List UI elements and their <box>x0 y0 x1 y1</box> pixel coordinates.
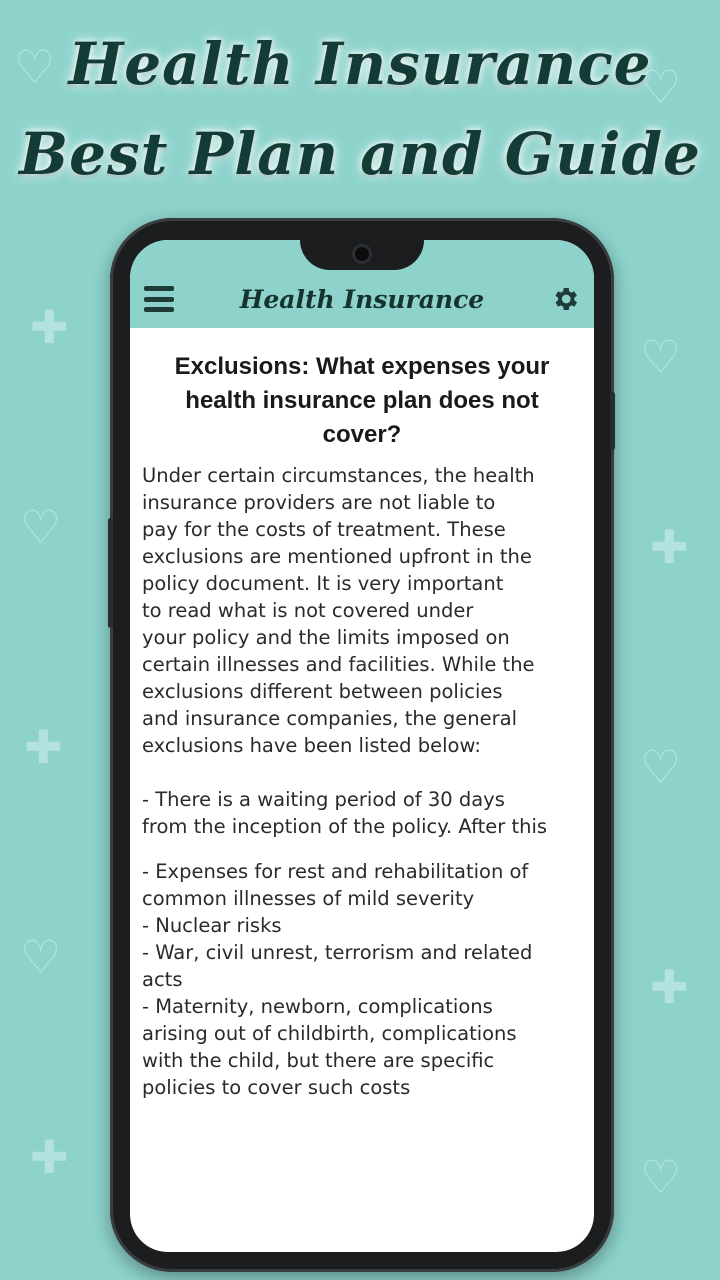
article-title: Exclusions: What expenses your health insurance plan does not cover? <box>174 353 550 448</box>
power-button <box>610 392 615 450</box>
medical-cross-icon: ✚ <box>650 520 689 574</box>
heart-icon: ♡ <box>20 500 62 554</box>
app-bar <box>130 270 594 328</box>
promo-headline-line2: Best Plan and Guide <box>19 120 701 188</box>
heart-icon: ♡ <box>640 330 682 384</box>
heart-icon: ♡ <box>14 40 56 94</box>
exclusion-waiting-period: - There is a waiting period of 30 days from the inception of the policy. After this <box>142 788 548 838</box>
phone-frame <box>110 218 614 1272</box>
promo-headline-line1: Health Insurance <box>68 30 652 98</box>
article-intro: Under certain circumstances, the health insurance providers are not liable to pay for the costs of treatment. These exclusions are mentioned upfront in the policy document. It is very important to read what is not covered under your policy and the limits imposed on certain illnesses and facilities. While the exclusions different between policies and insurance companies, the general exclusions have been listed below: <box>142 464 535 757</box>
heart-icon: ♡ <box>640 60 682 114</box>
app-title: Health Insurance <box>239 284 485 314</box>
medical-cross-icon: ✚ <box>24 720 63 774</box>
exclusion-list: - Expenses for rest and rehabilitation of common illnesses of mild severity - Nuclear risks - War, civil unrest, terrorism and related acts - Maternity, newborn, complications arising out of childbirth, complications with the child, but there are specific policies to cover such costs <box>142 860 533 1099</box>
camera-notch <box>300 240 424 270</box>
heart-icon: ♡ <box>20 930 62 984</box>
heart-icon: ♡ <box>640 740 682 794</box>
phone-screen <box>130 240 594 1252</box>
medical-cross-icon: ✚ <box>30 300 69 354</box>
gear-icon[interactable] <box>550 284 580 314</box>
front-camera-icon <box>352 244 372 264</box>
hamburger-menu-icon[interactable] <box>144 286 174 312</box>
volume-button <box>108 518 113 628</box>
heart-icon: ♡ <box>640 1150 682 1204</box>
medical-cross-icon: ✚ <box>30 1130 69 1184</box>
medical-cross-icon: ✚ <box>650 960 689 1014</box>
article-content <box>130 328 594 1101</box>
